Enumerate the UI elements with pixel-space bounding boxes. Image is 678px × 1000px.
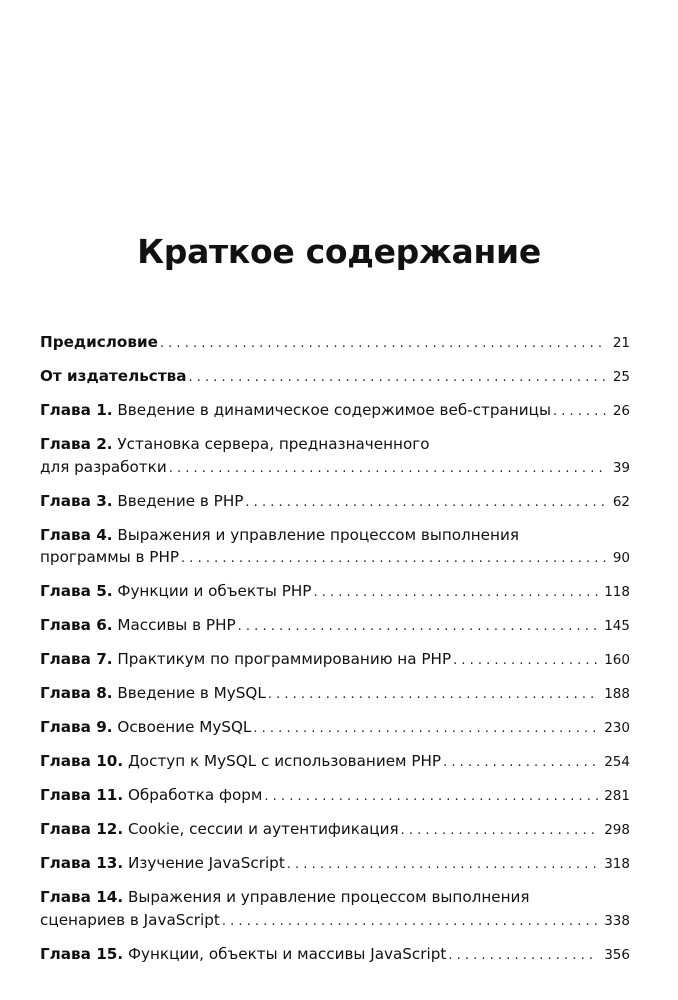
chapter-number: Глава 9. [40,718,113,736]
toc-entry-title-line1: Выражения и управление процессом выполнения [127,888,530,906]
dot-leader [287,854,598,877]
chapter-number: Глава 10. [40,752,124,770]
toc-entry-title: От издательства [40,367,187,385]
toc-entry-title: Введение в MySQL [117,684,266,702]
toc-entry-title: Практикум по программированию на PHP [117,650,452,668]
toc-page-number: 25 [612,369,630,385]
toc-entry [40,682,630,707]
toc-page-number: 160 [604,652,630,668]
chapter-number: Глава 13. [40,854,124,872]
toc-page-number: 254 [604,754,630,770]
toc-entry-title: Введение в динамическое содержимое веб-страницы [117,401,551,419]
toc-page-number: 338 [604,912,630,929]
toc-entry-title: Изучение JavaScript [127,854,285,872]
toc-entry-title: Cookie, сессии и аутентификация [127,820,399,838]
dot-leader [238,616,599,639]
toc-entry-title: Освоение MySQL [117,718,252,736]
dot-leader [245,492,606,515]
chapter-number: Глава 12. [40,820,124,838]
toc-entry-title: Обработка форм [127,786,263,804]
toc-page-number: 281 [604,788,630,804]
toc-page-number: 26 [612,403,630,419]
toc-entry [40,716,630,741]
dot-leader [453,650,598,673]
toc-page-number: 118 [604,584,630,600]
toc-page-number: 145 [604,618,630,634]
toc-entry [40,818,630,843]
dot-leader [553,401,607,424]
toc-entry [40,852,630,877]
dot-leader [268,684,598,707]
chapter-number: Глава 3. [40,491,113,510]
dot-leader [222,911,598,934]
toc-entry-title-line1: Установка сервера, предназначенного [117,435,430,453]
dot-leader [401,820,599,843]
toc-entry-title: для разработки [40,457,167,476]
dot-leader [448,945,598,968]
toc-entry [40,490,630,515]
toc-entry [40,524,630,571]
chapter-number: Глава 5. [40,582,113,600]
toc-entry-title: программы в PHP [40,548,180,566]
toc-entry-title: Функции, объекты и массивы JavaScript [127,944,447,963]
toc-page-number: 39 [612,459,630,476]
table-of-contents [40,331,630,977]
chapter-number: Глава 15. [40,944,124,963]
chapter-number: Глава 4. [40,525,113,544]
dot-leader [253,718,598,741]
toc-entry-title: Предисловие [40,333,158,351]
toc-entry [40,648,630,673]
chapter-number: Глава 14. [40,888,124,906]
toc-entry [40,580,630,605]
dot-leader [443,752,598,775]
toc-page-number: 21 [612,335,630,351]
toc-entry [40,399,630,424]
page-title: Краткое содержание [137,232,541,271]
toc-entry [40,365,630,390]
toc-page-number: 318 [604,856,630,872]
chapter-number: Глава 1. [40,401,113,419]
dot-leader [181,548,607,571]
chapter-number: Глава 2. [40,435,113,453]
dot-leader [169,458,607,481]
chapter-number: Глава 6. [40,616,113,634]
toc-entry-title: Введение в PHP [117,491,244,510]
toc-page-number: 90 [612,550,630,566]
toc-page-number: 298 [604,822,630,838]
toc-entry-title: Функции и объекты PHP [117,582,312,600]
toc-page-number: 230 [604,720,630,736]
toc-entry [40,614,630,639]
chapter-number: Глава 8. [40,684,113,702]
toc-entry-title: сценариев в JavaScript [40,910,220,929]
toc-page-number: 356 [604,946,630,963]
toc-entry-title: Массивы в PHP [117,616,236,634]
toc-entry [40,750,630,775]
toc-entry [40,331,630,356]
toc-entry [40,784,630,809]
toc-page-number: 188 [604,686,630,702]
toc-entry-title-line1: Выражения и управление процессом выполнения [117,525,519,544]
chapter-number: Глава 11. [40,786,124,804]
dot-leader [264,786,598,809]
toc-entry [40,886,630,933]
toc-entry-title: Доступ к MySQL с использованием PHP [127,752,442,770]
toc-page-number: 62 [612,493,630,510]
toc-entry [40,433,630,480]
chapter-number: Глава 7. [40,650,113,668]
dot-leader [160,333,607,356]
toc-entry [40,943,630,968]
dot-leader [313,582,598,605]
dot-leader [188,367,606,390]
